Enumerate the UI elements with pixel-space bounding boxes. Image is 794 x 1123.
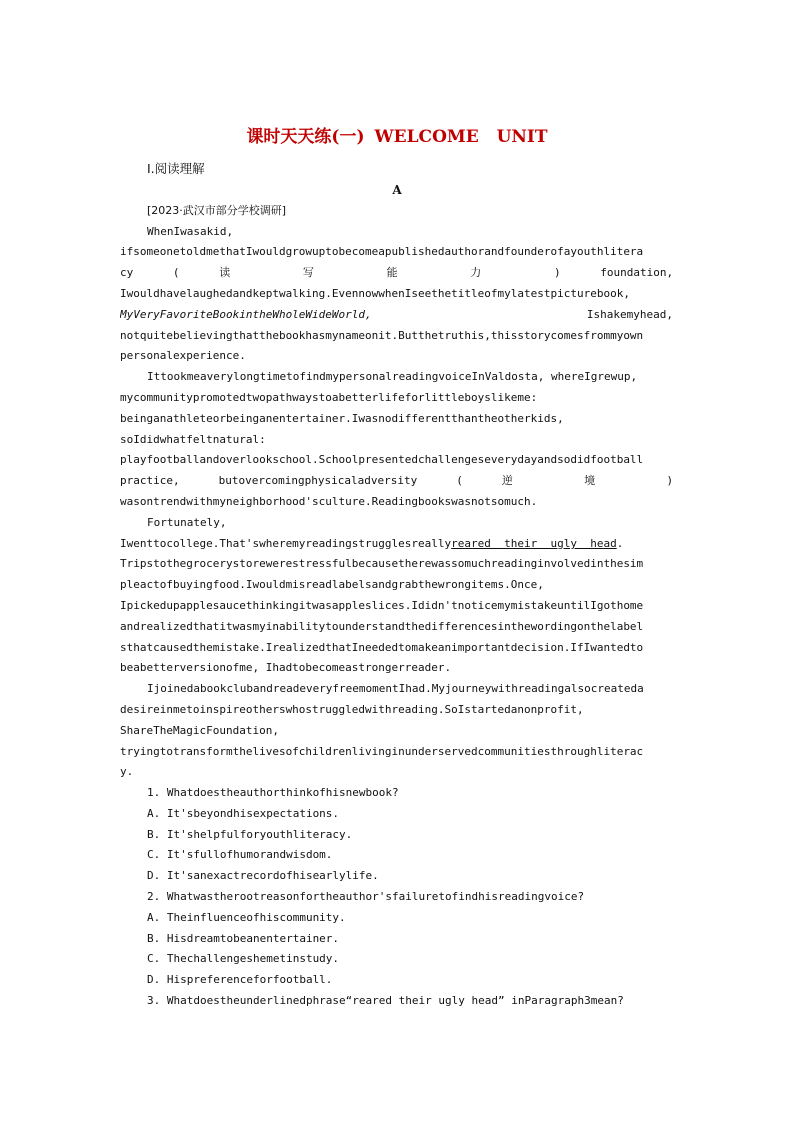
underlined-phrase: reared their ugly head (451, 537, 617, 550)
p2-line-1: IttookmeaverylongtimetofindmypersonalreadingvoiceInValdosta, whereIgrewup, (147, 370, 638, 383)
p2-word: practice, (120, 474, 180, 487)
p1-line-6: notquitebelievingthatthebookhasmynameonit.Butthetruthis,thisstorycomesfrommyown (120, 329, 644, 342)
title-chinese: 课时天天练(一) (246, 127, 365, 147)
p1-gloss-char: 写 (302, 266, 347, 279)
answer-option: D. Hispreferenceforfootball. (147, 973, 333, 986)
p1-line-7: personalexperience. (120, 349, 246, 362)
p2-line-5: playfootballandoverlookschool.Schoolpresentedchallengeseverydayandsodidfootball (120, 453, 644, 466)
p2-line-2: mycommunitypromotedtwopathwaystoabetterlifeforlittleboyslikeme: (120, 391, 538, 404)
p4-line-1: IjoinedabookclubandreadeveryfreemomentIhad.Myjourneywithreadingalsocreateda (147, 682, 644, 695)
p3-line-3: Tripstothegrocerystorewerestressfulbecausetherewassomuchreadinginvolvedinthesim (120, 557, 644, 570)
p1-line-4: Iwouldhavelaughedandkeptwalking.EvennowwhenIseethetitleofmylatestpicturebook, (120, 287, 630, 300)
answer-option: D. It'sanexactrecordofhisearlylife. (147, 869, 379, 882)
p1-gloss-char: 力 (470, 266, 515, 279)
answer-option: A. It'sbeyondhisexpectations. (147, 807, 340, 820)
p1-line-1: WhenIwasakid, (147, 225, 234, 238)
p3-text: Iwenttocollege.That'swheremyreadingstrugglesreally (120, 537, 452, 550)
p3-line-5: Ipickedupapplesaucethinkingitwasappleslices.Ididn'tnoticemymistakeuntilIgothome (120, 599, 644, 612)
page-title (0, 122, 794, 147)
p4-line-4: tryingtotransformthelivesofchildrenlivinginunderservedcommunitiesthroughliterac (120, 745, 644, 758)
p2-line-6 (120, 474, 673, 488)
p3-line-7: sthatcausedthemistake.IrealizedthatIneededtomakeanimportantdecision.IfIwantedto (120, 641, 644, 654)
book-title: MyVeryFavoriteBookintheWholeWideWorld, (120, 308, 372, 321)
p1-gloss-char: 能 (386, 266, 431, 279)
p3-line-4: pleactofbuyingfood.Iwouldmisreadlabelsandgrabthewrongitems.Once, (120, 578, 544, 591)
p4-line-2: desireinmetoinspireotherswhostruggledwithreading.SoIstartedanonprofit, (120, 703, 584, 716)
answer-option: B. Hisdreamtobeanentertainer. (147, 932, 340, 945)
p2-gloss-char: 逆 (501, 474, 546, 487)
p1-paren: ( (172, 266, 180, 279)
answer-option: B. It'shelpfulforyouthliteracy. (147, 828, 353, 841)
p3-text: . (616, 537, 624, 550)
section-heading: Ⅰ.阅读理解 (147, 162, 205, 176)
p1-word: foundation, (600, 266, 673, 279)
p2-gloss-char: 境 (584, 474, 628, 487)
p2-word: butovercomingphysicaladversity (218, 474, 418, 487)
p2-line-7: wasontrendwithmyneighborhood'sculture.Readingbookswasnotsomuch. (120, 495, 538, 508)
answer-option: A. Theinfluenceofhiscommunity. (147, 911, 346, 924)
p1-text: Ishakemyhead, (586, 308, 673, 321)
p2-line-3: beinganathleteorbeinganentertainer.Iwasnodifferentthantheotherkids, (120, 412, 564, 425)
passage-source: [2023·武汉市部分学校调研] (147, 204, 287, 217)
p3-line-1: Fortunately, (147, 516, 227, 529)
answer-option: C. It'sfullofhumorandwisdom. (147, 848, 333, 861)
p4-line-5: y. (120, 765, 134, 778)
p1-gloss-char: 读 (219, 266, 264, 279)
p1-line-3 (120, 266, 673, 280)
passage-label: A (392, 183, 402, 197)
p1-paren: ) (553, 266, 561, 279)
question-stem: 3. Whatdoestheunderlinedphrase“reared their ugly head” inParagraph3mean? (147, 994, 624, 1007)
p1-line-5 (120, 308, 673, 322)
p4-line-3: ShareTheMagicFoundation, (120, 724, 279, 737)
p1-word: cy (120, 266, 134, 279)
p3-line-8: beabetterversionofme, Ihadtobecomeastrongerreader. (120, 661, 452, 674)
p2-paren: ( (456, 474, 463, 487)
p1-line-2: ifsomeonetoldmethatIwouldgrowuptobecomeapublishedauthorandfounderofayouthlitera (120, 245, 644, 258)
question-stem: 2. Whatwastherootreasonfortheauthor'sfailuretofindhisreadingvoice? (147, 890, 585, 903)
answer-option: C. Thechallengeshemetinstudy. (147, 952, 340, 965)
question-stem: 1. Whatdoestheauthorthinkofhisnewbook? (147, 786, 399, 799)
title-english: WELCOME UNIT (374, 127, 548, 147)
p3-line-6: andrealizedthatitwasmyinabilitytounderstandthedifferencesinthewordingonthelabel (120, 620, 644, 633)
p3-line-2 (120, 537, 673, 551)
p2-line-4: soIdidwhatfeltnatural: (120, 433, 266, 446)
p2-paren: ) (666, 474, 673, 487)
